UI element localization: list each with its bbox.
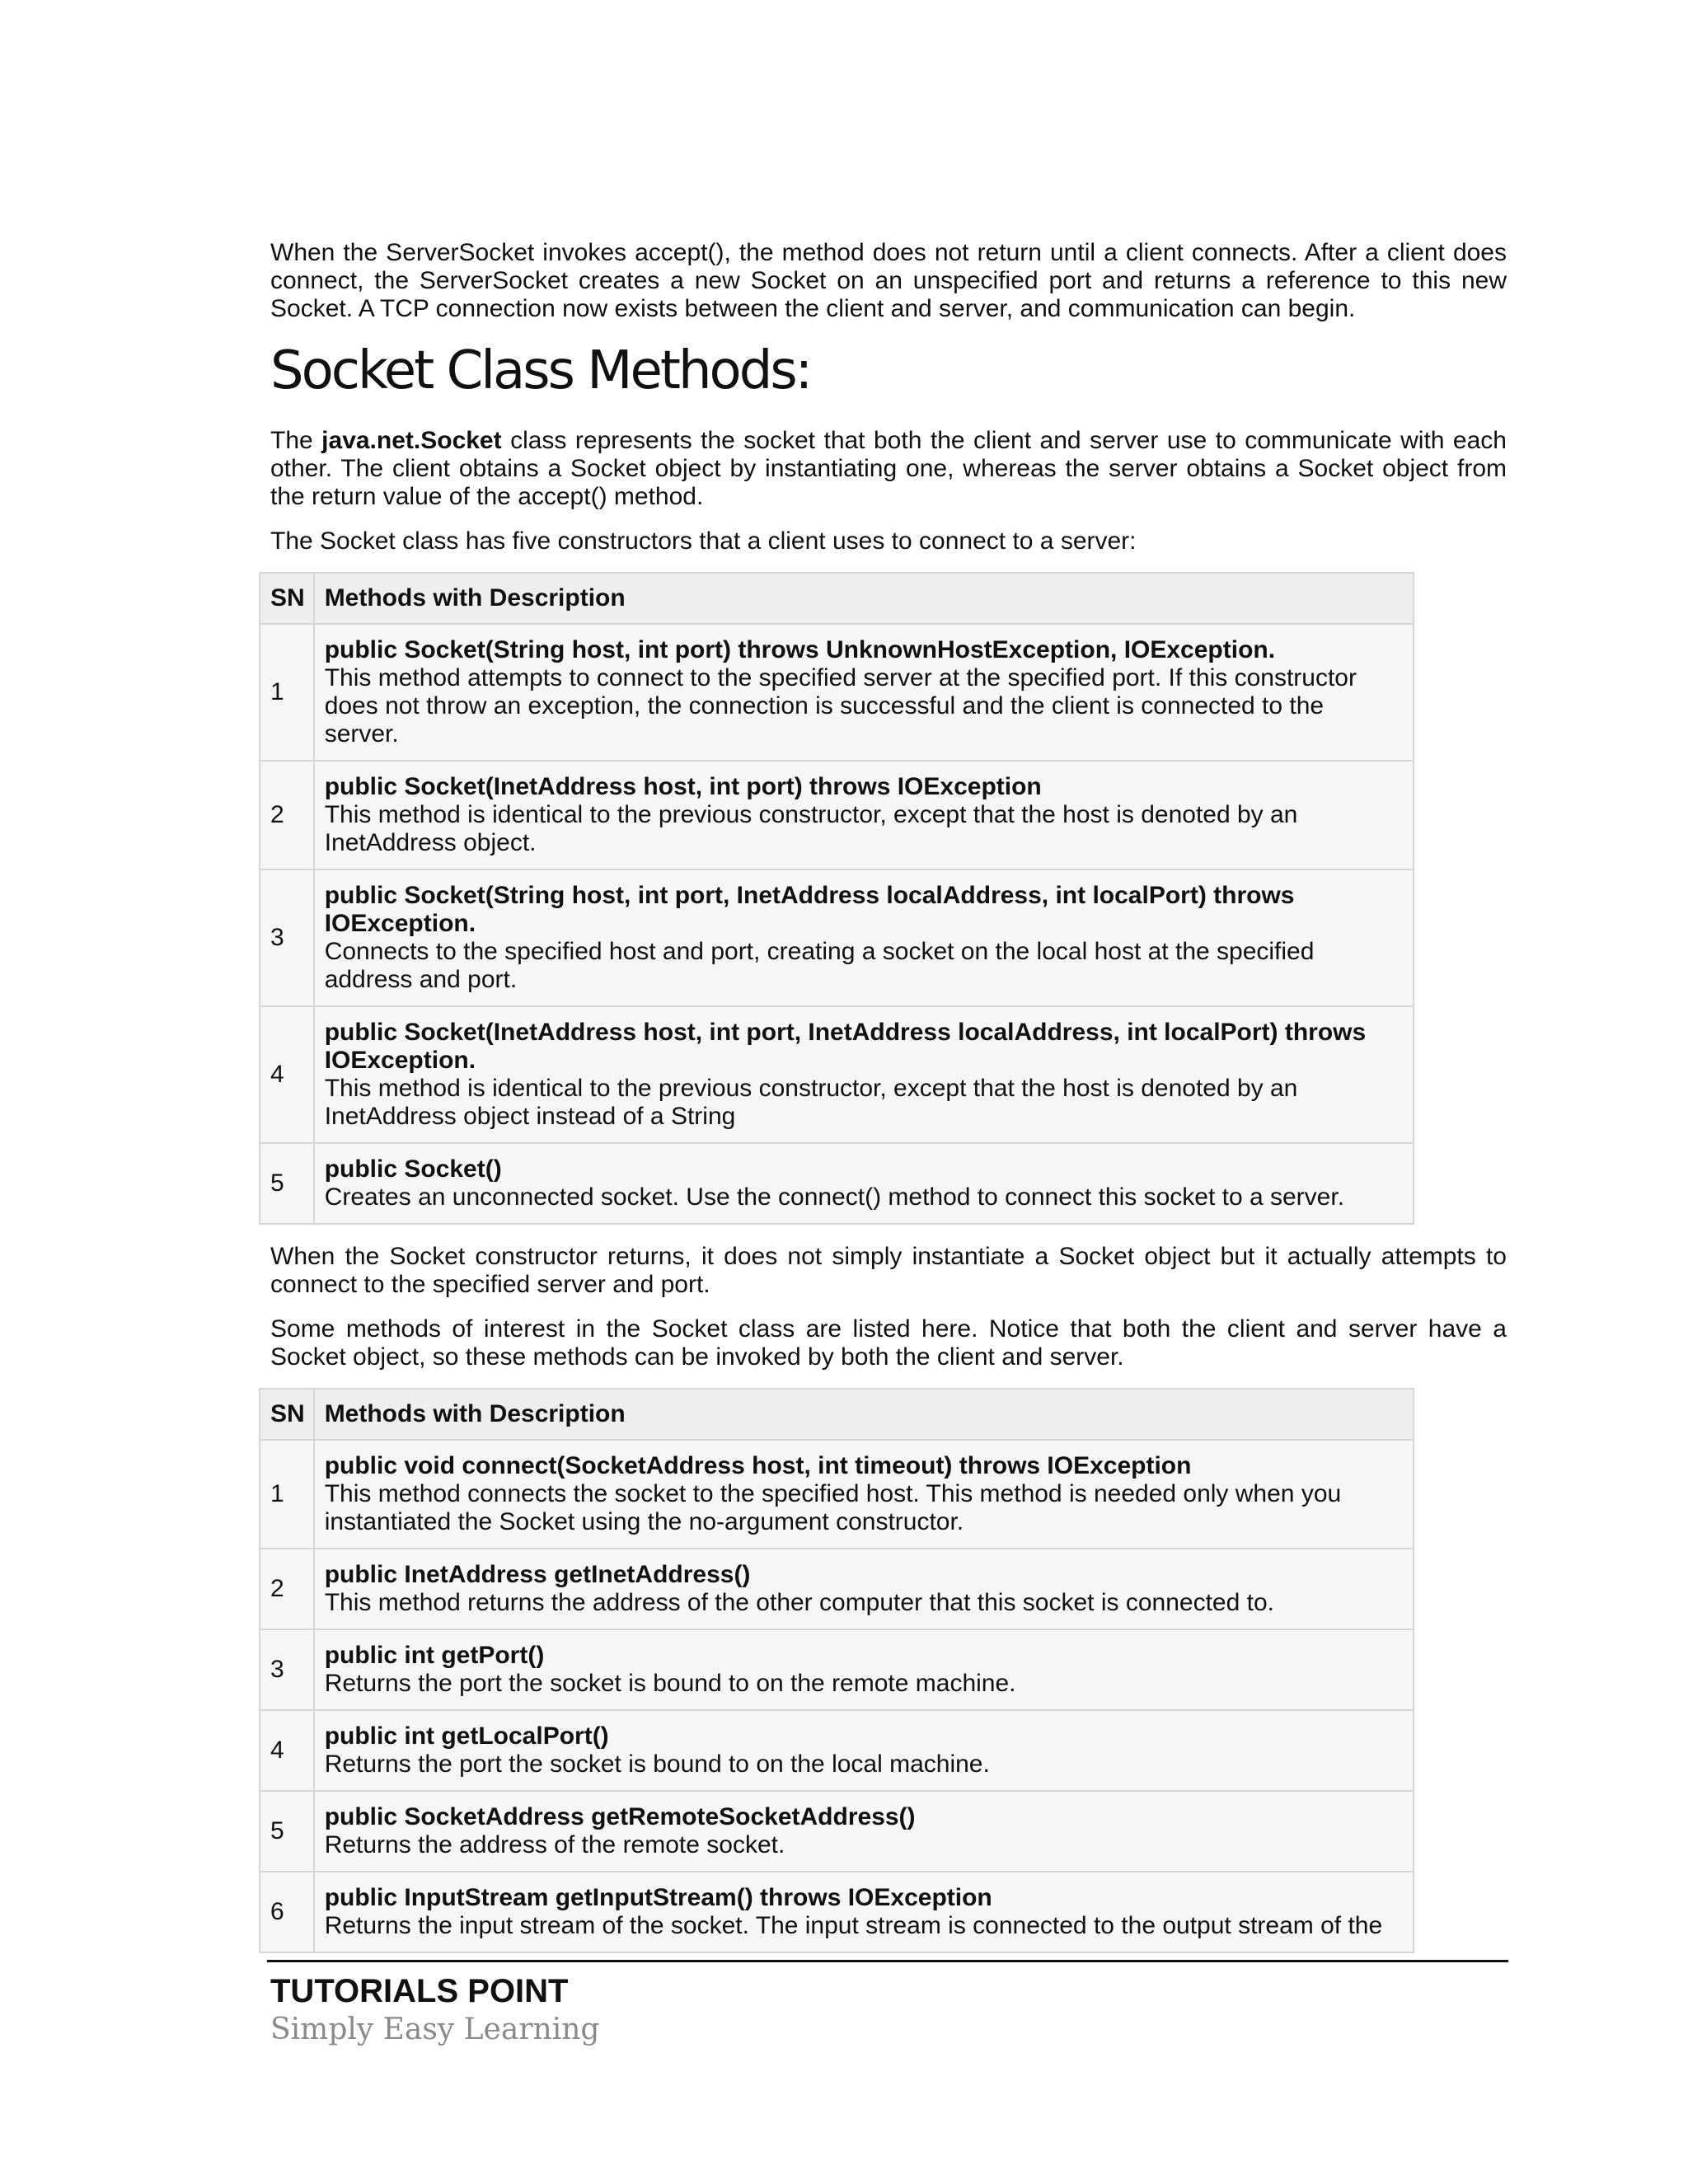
table-row [260, 1143, 1414, 1224]
row-method [314, 624, 1414, 761]
table-header-row [260, 573, 1414, 624]
footer-brand: TUTORIALS POINT [270, 1973, 569, 2009]
table-row [260, 1440, 1414, 1549]
table-row [260, 1791, 1414, 1872]
section-title: Socket Class Methods: [270, 340, 811, 401]
row-method [314, 869, 1414, 1006]
para-prefix: The [270, 427, 322, 454]
table-row [260, 1629, 1414, 1710]
row-method [314, 1872, 1414, 1952]
method-signature: public InputStream getInputStream() throws IOException [324, 1884, 992, 1911]
constructors-intro: The Socket class has five constructors that a client uses to connect to a server: [270, 527, 1137, 555]
methods-intro-paragraph: Some methods of interest in the Socket class are listed here. Notice that both the client and server have a Socket object, so these methods can be invoked by both the client and server. [270, 1315, 1507, 1371]
table-row [260, 1710, 1414, 1791]
constructors-table [259, 572, 1414, 1225]
method-signature: public int getPort() [324, 1642, 545, 1669]
method-description: Creates an unconnected socket. Use the connect() method to connect this socket to a server. [324, 1183, 1345, 1211]
method-signature: public void connect(SocketAddress host, int timeout) throws IOException [324, 1452, 1192, 1479]
method-signature: public Socket() [324, 1155, 502, 1183]
method-signature: public int getLocalPort() [324, 1722, 609, 1750]
row-method [314, 1791, 1414, 1872]
method-description: This method connects the socket to the specified host. This method is needed only when you instantiated the Socket using the no-argument constructor. [324, 1480, 1342, 1535]
row-sn: 5 [260, 1791, 314, 1872]
page-footer [270, 1960, 1507, 2048]
row-sn: 4 [260, 1710, 314, 1791]
table-row [260, 624, 1414, 761]
method-description: This method is identical to the previous constructor, except that the host is denoted by an InetAddress object instead of a String [324, 1075, 1298, 1130]
method-description: This method returns the address of the other computer that this socket is connected to. [324, 1589, 1274, 1616]
method-signature: public InetAddress getInetAddress() [324, 1561, 751, 1588]
header-sn: SN [260, 573, 314, 624]
row-sn: 2 [260, 761, 314, 869]
method-description: This method is identical to the previous constructor, except that the host is denoted by an InetAddress object. [324, 801, 1298, 856]
table-header-row [260, 1389, 1414, 1440]
header-methods: Methods with Description [314, 573, 1414, 624]
header-methods: Methods with Description [314, 1389, 1414, 1440]
method-signature: public Socket(String host, int port) throws UnknownHostException, IOException. [324, 636, 1276, 663]
para-suffix: class represents the socket that both the client and server use to communicate with each other. The client obtains a Socket object by instantiating one, whereas the server obtains a Socket object from the return value of the accept() method. [270, 427, 1507, 510]
class-name-bold: java.net.Socket [321, 427, 502, 454]
table-row [260, 1872, 1414, 1952]
socket-class-paragraph [270, 427, 1507, 511]
row-sn: 3 [260, 869, 314, 1006]
intro-paragraph: When the ServerSocket invokes accept(), the method does not return until a client connects. After a client does connect, the ServerSocket creates a new Socket on an unspecified port and returns a reference to this new Socket. A TCP connection now exists between the client and server, and communication can begin. [270, 239, 1507, 322]
row-sn: 3 [260, 1629, 314, 1710]
row-sn: 4 [260, 1006, 314, 1143]
row-sn: 6 [260, 1872, 314, 1952]
method-description: Returns the input stream of the socket. The input stream is connected to the output stream of the [324, 1912, 1383, 1939]
row-method [314, 1629, 1414, 1710]
method-description: Returns the address of the remote socket. [324, 1831, 785, 1858]
row-method [314, 1440, 1414, 1549]
row-method [314, 1006, 1414, 1143]
method-signature: public Socket(InetAddress host, int port, InetAddress localAddress, int localPort) throws IOException. [324, 1019, 1367, 1074]
method-signature: public Socket(InetAddress host, int port) throws IOException [324, 773, 1042, 800]
table-row [260, 761, 1414, 869]
method-description: This method attempts to connect to the specified server at the specified port. If this constructor does not throw an exception, the connection is successful and the client is connected to the server. [324, 664, 1357, 748]
constructor-returns-paragraph: When the Socket constructor returns, it does not simply instantiate a Socket object but it actually attempts to connect to the specified server and port. [270, 1243, 1507, 1298]
method-description: Returns the port the socket is bound to on the local machine. [324, 1750, 990, 1778]
method-signature: public Socket(String host, int port, InetAddress localAddress, int localPort) throws IOException. [324, 882, 1295, 937]
row-sn: 2 [260, 1549, 314, 1629]
row-method [314, 761, 1414, 869]
method-signature: public SocketAddress getRemoteSocketAddress() [324, 1803, 916, 1830]
row-method [314, 1143, 1414, 1224]
row-sn: 1 [260, 624, 314, 761]
row-sn: 1 [260, 1440, 314, 1549]
row-sn: 5 [260, 1143, 314, 1224]
method-description: Returns the port the socket is bound to on the remote machine. [324, 1670, 1016, 1697]
footer-tagline: Simply Easy Learning [270, 2013, 600, 2046]
table-row [260, 1549, 1414, 1629]
header-sn: SN [260, 1389, 314, 1440]
methods-table [259, 1388, 1414, 1953]
table-row [260, 869, 1414, 1006]
page-content [270, 239, 1507, 1971]
table-row [260, 1006, 1414, 1143]
row-method [314, 1549, 1414, 1629]
footer-divider [267, 1960, 1508, 1962]
method-description: Connects to the specified host and port, creating a socket on the local host at the specified address and port. [324, 938, 1315, 993]
row-method [314, 1710, 1414, 1791]
